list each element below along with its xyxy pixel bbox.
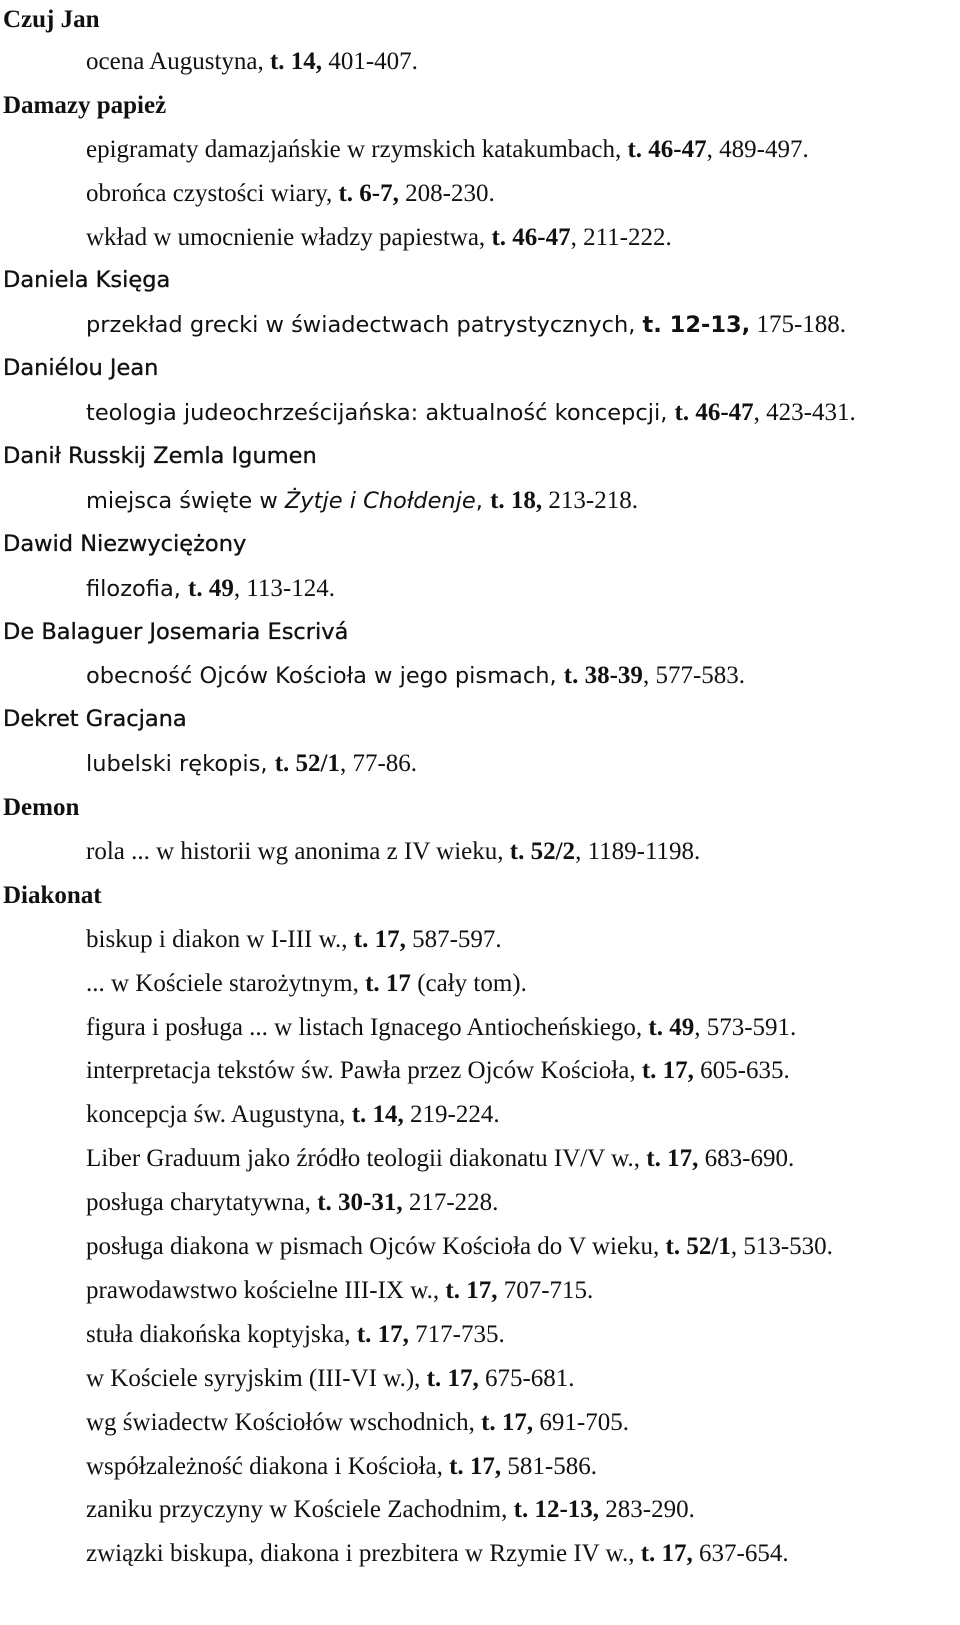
volume-ref: t. 14, — [269, 48, 323, 75]
index-heading: Dawid Niezwyciężony — [3, 530, 247, 557]
entry-text: , 489-497. — [706, 135, 809, 163]
volume-ref: t. 30-31, — [317, 1189, 403, 1217]
index-entry — [3, 1093, 953, 1137]
entry-text: 208-230. — [398, 179, 495, 207]
entry-text: stuła diakońska koptyjska, — [86, 1320, 357, 1348]
index-entry — [3, 1181, 953, 1225]
entry-text: ... w Kościele starożytnym, — [86, 969, 366, 997]
index-entry — [3, 918, 953, 962]
entry-text: koncepcja św. Augustyna, — [86, 1101, 352, 1129]
index-entry — [3, 962, 953, 1006]
entry-text: 605-635. — [693, 1057, 790, 1085]
entry-text: w Kościele syryjskim (III-VI w.), — [86, 1364, 427, 1392]
index-entry — [3, 567, 953, 611]
index-heading: Daniela Księga — [3, 267, 171, 294]
volume-ref: t. 38-39 — [563, 662, 643, 690]
entry-text: 219-224. — [403, 1101, 500, 1129]
entry-text: filozofia, — [86, 575, 189, 602]
volume-ref: t. 6-7, — [338, 179, 399, 207]
entry-text: współzależność diakona i Kościoła, — [86, 1452, 450, 1480]
subject-index — [3, 0, 953, 1576]
index-entry — [3, 128, 953, 172]
index-entry — [3, 1357, 953, 1401]
volume-ref: t. 17, — [481, 1408, 534, 1436]
index-entry — [3, 1137, 953, 1181]
index-heading: De Balaguer Josemaria Escrivá — [3, 618, 349, 645]
index-entry — [3, 1401, 953, 1445]
volume-ref: t. 12-13, — [513, 1496, 600, 1524]
entry-text: , 113-124. — [233, 574, 336, 602]
volume-ref: t. 46-47 — [627, 135, 707, 163]
volume-ref: t. 17, — [449, 1452, 502, 1480]
index-entry — [3, 830, 953, 874]
entry-text: teologia judeochrześcijańska: aktualność koncepcji, — [86, 400, 675, 427]
entry-text: 217-228. — [402, 1189, 499, 1217]
entry-text: , 1189-1198. — [575, 838, 701, 866]
entry-text: 691-705. — [533, 1408, 629, 1436]
entry-text: ocena Augustyna, — [86, 48, 270, 75]
title-italic: Żytje i Chołdenje — [284, 487, 476, 514]
index-heading: Damazy papież — [3, 91, 167, 119]
entry-text: 675-681. — [478, 1364, 575, 1392]
volume-ref: t. 17, — [646, 1145, 699, 1173]
entry-text: posługa diakona w pismach Ojców Kościoła do V wieku, — [86, 1233, 666, 1261]
entry-text: Liber Graduum jako źródło teologii diakonatu IV/V w., — [86, 1145, 647, 1173]
volume-ref: t. 49 — [188, 574, 234, 602]
entry-text: 401-407. — [322, 48, 418, 75]
entry-text: 213-218. — [542, 486, 638, 514]
volume-ref: t. 46-47 — [674, 399, 754, 427]
entry-text: rola ... w historii wg anonima z IV wieku, — [86, 838, 510, 866]
entry-text: zaniku przyczyny w Kościele Zachodnim, — [86, 1496, 514, 1524]
entry-text: (cały tom). — [410, 969, 527, 997]
volume-ref: t. 17, — [445, 1276, 498, 1304]
volume-ref: t. 12-13, — [642, 312, 751, 339]
volume-ref: t. 17 — [365, 969, 411, 997]
entry-text: wkład w umocnienie władzy papiestwa, — [86, 223, 492, 251]
volume-ref: t. 52/1 — [665, 1233, 731, 1261]
entry-text: , 573-591. — [694, 1013, 797, 1041]
entry-text: posługa charytatywna, — [86, 1189, 318, 1217]
entry-text: , 513-530. — [730, 1233, 833, 1261]
index-entry — [3, 1049, 953, 1093]
volume-ref: t. 18, — [490, 486, 543, 514]
index-heading: Demon — [3, 794, 80, 822]
entry-text: obrońca czystości wiary, — [86, 179, 339, 207]
entry-text: lubelski rękopis, — [86, 751, 275, 778]
entry-text: obecność Ojców Kościoła w jego pismach, — [86, 663, 564, 690]
index-heading: Diakonat — [3, 881, 102, 909]
volume-ref: t. 17, — [641, 1057, 694, 1085]
index-entry — [3, 654, 953, 698]
index-entry — [3, 216, 953, 260]
entry-text: , 577-583. — [642, 662, 746, 690]
index-entry — [3, 40, 953, 84]
index-entry — [3, 1532, 953, 1576]
volume-ref: t. 17, — [640, 1540, 693, 1568]
index-entry — [3, 1313, 953, 1357]
volume-ref: t. 17, — [426, 1364, 479, 1392]
volume-ref: t. 46-47 — [491, 223, 571, 251]
index-entry — [3, 742, 953, 786]
entry-text: 283-290. — [599, 1496, 695, 1524]
entry-text: interpretacja tekstów św. Pawła przez Ojców Kościoła, — [86, 1057, 642, 1085]
index-heading: Danił Russkij Zemla Igumen — [3, 443, 317, 470]
volume-ref: t. 52/1 — [274, 750, 340, 778]
entry-text: , 77-86. — [339, 750, 418, 778]
volume-ref: t. 52/2 — [509, 838, 576, 866]
entry-text: wg świadectw Kościołów wschodnich, — [86, 1408, 482, 1436]
entry-text: , 423-431. — [753, 399, 856, 427]
index-heading: Dekret Gracjana — [3, 706, 187, 733]
entry-text: 175-188. — [750, 311, 847, 339]
entry-text: prawodawstwo kościelne III-IX w., — [86, 1276, 446, 1304]
index-entry — [3, 1445, 953, 1489]
entry-text: , 211-222. — [570, 223, 672, 251]
volume-ref: t. 49 — [648, 1013, 695, 1041]
index-entry — [3, 1225, 953, 1269]
entry-text: 707-715. — [497, 1276, 594, 1304]
entry-text: 637-654. — [692, 1540, 789, 1568]
index-entry — [3, 1488, 953, 1532]
entry-text: miejsca święte w — [86, 487, 285, 514]
entry-text: 717-735. — [408, 1320, 505, 1348]
entry-text: epigramaty damazjańskie w rzymskich katakumbach, — [86, 135, 628, 163]
volume-ref: t. 17, — [356, 1320, 409, 1348]
entry-text: przekład grecki w świadectwach patrystycznych, — [86, 312, 643, 339]
entry-text: 587-597. — [405, 925, 502, 953]
entry-text: biskup i diakon w I-III w., — [86, 925, 354, 953]
entry-text: figura i posługa ... w listach Ignacego Antiocheńskiego, — [86, 1013, 649, 1041]
index-entry — [3, 1006, 953, 1050]
index-heading: Daniélou Jean — [3, 355, 159, 382]
index-entry — [3, 172, 953, 216]
index-entry — [3, 303, 953, 347]
volume-ref: t. 14, — [351, 1101, 404, 1129]
entry-text: związki biskupa, diakona i prezbitera w Rzymie IV w., — [86, 1540, 641, 1568]
index-entry — [3, 391, 953, 435]
entry-text: 683-690. — [698, 1145, 795, 1173]
entry-text: , — [475, 487, 491, 514]
index-entry — [3, 1269, 953, 1313]
volume-ref: t. 17, — [353, 925, 406, 953]
entry-text: 581-586. — [501, 1452, 597, 1480]
index-entry — [3, 479, 953, 523]
index-heading: Czuj Jan — [3, 6, 100, 33]
